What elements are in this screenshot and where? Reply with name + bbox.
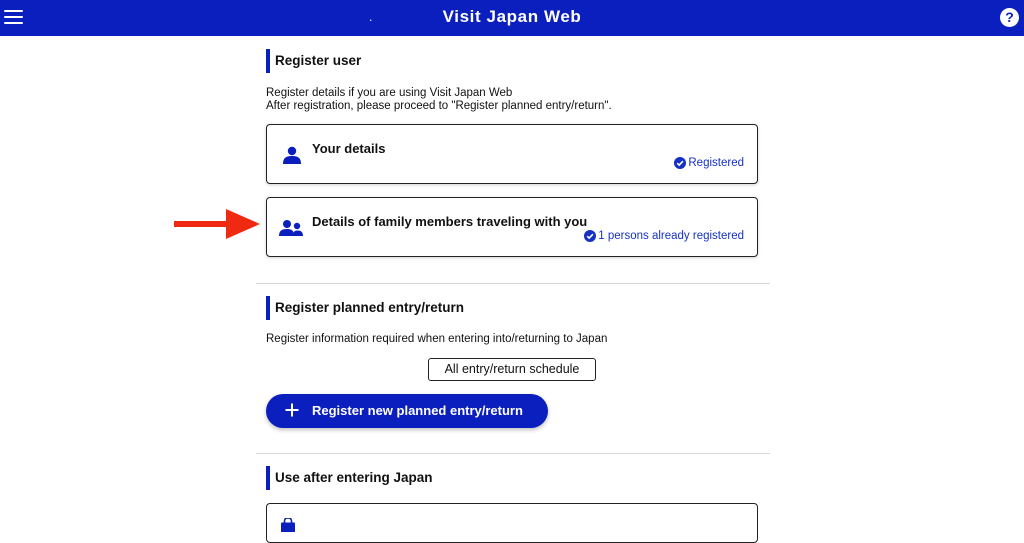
section-divider [256, 283, 770, 284]
family-members-title: Details of family members traveling with you [312, 214, 588, 229]
planned-entry-heading: Register planned entry/return [266, 296, 464, 320]
your-details-card[interactable] [266, 124, 758, 184]
shopping-bag-icon [279, 518, 297, 532]
person-icon [282, 146, 302, 164]
register-new-entry-label: Register new planned entry/return [312, 403, 523, 418]
after-entry-card[interactable] [266, 503, 758, 543]
family-members-status-text: 1 persons already registered [598, 230, 744, 242]
register-user-description-2: After registration, please proceed to "Register planned entry/return". [266, 100, 612, 112]
app-title: Visit Japan Web [442, 7, 582, 26]
family-members-card[interactable] [266, 197, 758, 257]
top-bar [0, 0, 1024, 36]
register-user-heading: Register user [266, 49, 361, 73]
register-new-entry-button[interactable] [266, 394, 548, 428]
all-schedule-button[interactable]: All entry/return schedule [428, 358, 596, 381]
family-members-status [584, 230, 744, 242]
planned-entry-description: Register information required when entering into/returning to Japan [266, 333, 608, 345]
your-details-status [674, 157, 744, 169]
register-user-description-1: Register details if you are using Visit Japan Web [266, 87, 513, 99]
your-details-title: Your details [312, 141, 386, 156]
section-divider [256, 453, 770, 454]
after-entry-heading: Use after entering Japan [266, 466, 433, 490]
red-arrow-icon [172, 206, 262, 242]
family-icon [278, 219, 304, 237]
check-circle-icon [674, 157, 686, 169]
plus-icon [284, 402, 300, 418]
help-icon[interactable]: ? [1000, 8, 1019, 27]
header-dot: . [369, 10, 373, 24]
check-circle-icon [584, 230, 596, 242]
your-details-status-text: Registered [688, 157, 744, 169]
